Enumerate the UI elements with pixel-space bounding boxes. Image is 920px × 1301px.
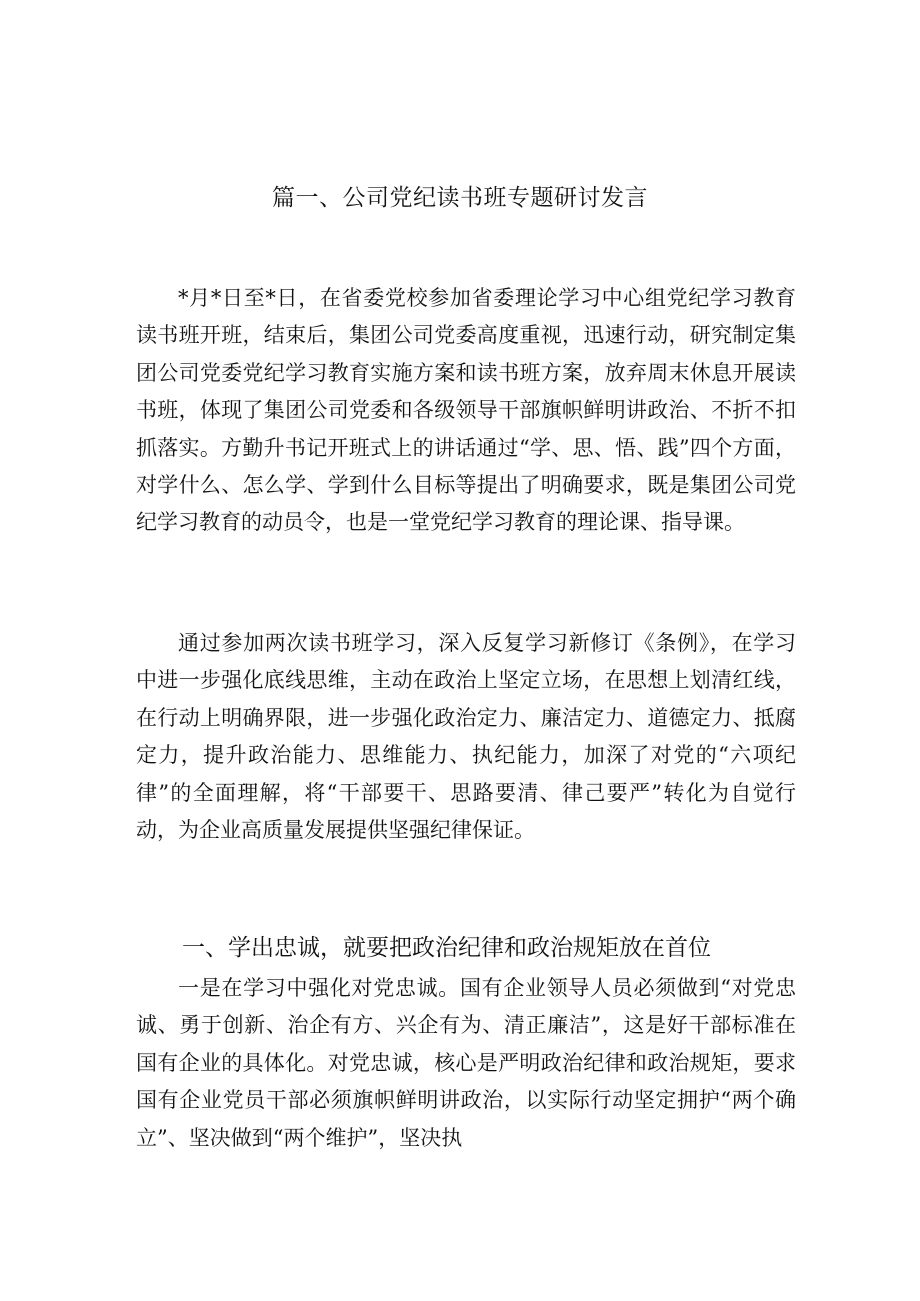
section-paragraph-1: 一是在学习中强化对党忠诚。国有企业领导人员必须做到“对党忠诚、勇于创新、治企有方、兴企有为、清正廉洁”，这是好干部标准在国有企业的具体化。对党忠诚，核心是严明政治纪律和政治规矩，要求国有企业党员干部必须旗帜鲜明讲政治，以实际行动坚定拥护“两个确立”、坚决做到“两个维护”，坚决执 bbox=[136, 976, 796, 1150]
body-paragraph-2: 通过参加两次读书班学习，深入反复学习新修订《条例》，在学习中进一步强化底线思维，主动在政治上坚定立场，在思想上划清红线，在行动上明确界限，进一步强化政治定力、廉洁定力、道德定力、抵腐定力，提升政治能力、思维能力、执纪能力，加深了对党的“六项纪律”的全面理解，将“干部要干、思路要清、律己要严”转化为自觉行动，为企业高质量发展提供坚强纪律保证。 bbox=[136, 631, 796, 843]
body-paragraph-1: *月*日至*日，在省委党校参加省委理论学习中心组党纪学习教育读书班开班，结束后，集团公司党委高度重视，迅速行动，研究制定集团公司党委党纪学习教育实施方案和读书班方案，放弃周末休息开展读书班，体现了集团公司党委和各级领导干部旗帜鲜明讲政治、不折不扣抓落实。方勤升书记开班式上的讲话通过“学、思、悟、践”四个方面，对学什么、怎么学、学到什么目标等提出了明确要求，既是集团公司党纪学习教育的动员令，也是一堂党纪学习教育的理论课、指导课。 bbox=[136, 286, 796, 535]
document-title: 篇一、公司党纪读书班专题研讨发言 bbox=[272, 185, 648, 211]
section-heading-1: 一、学出忠诚，就要把政治纪律和政治规矩放在首位 bbox=[182, 935, 711, 961]
